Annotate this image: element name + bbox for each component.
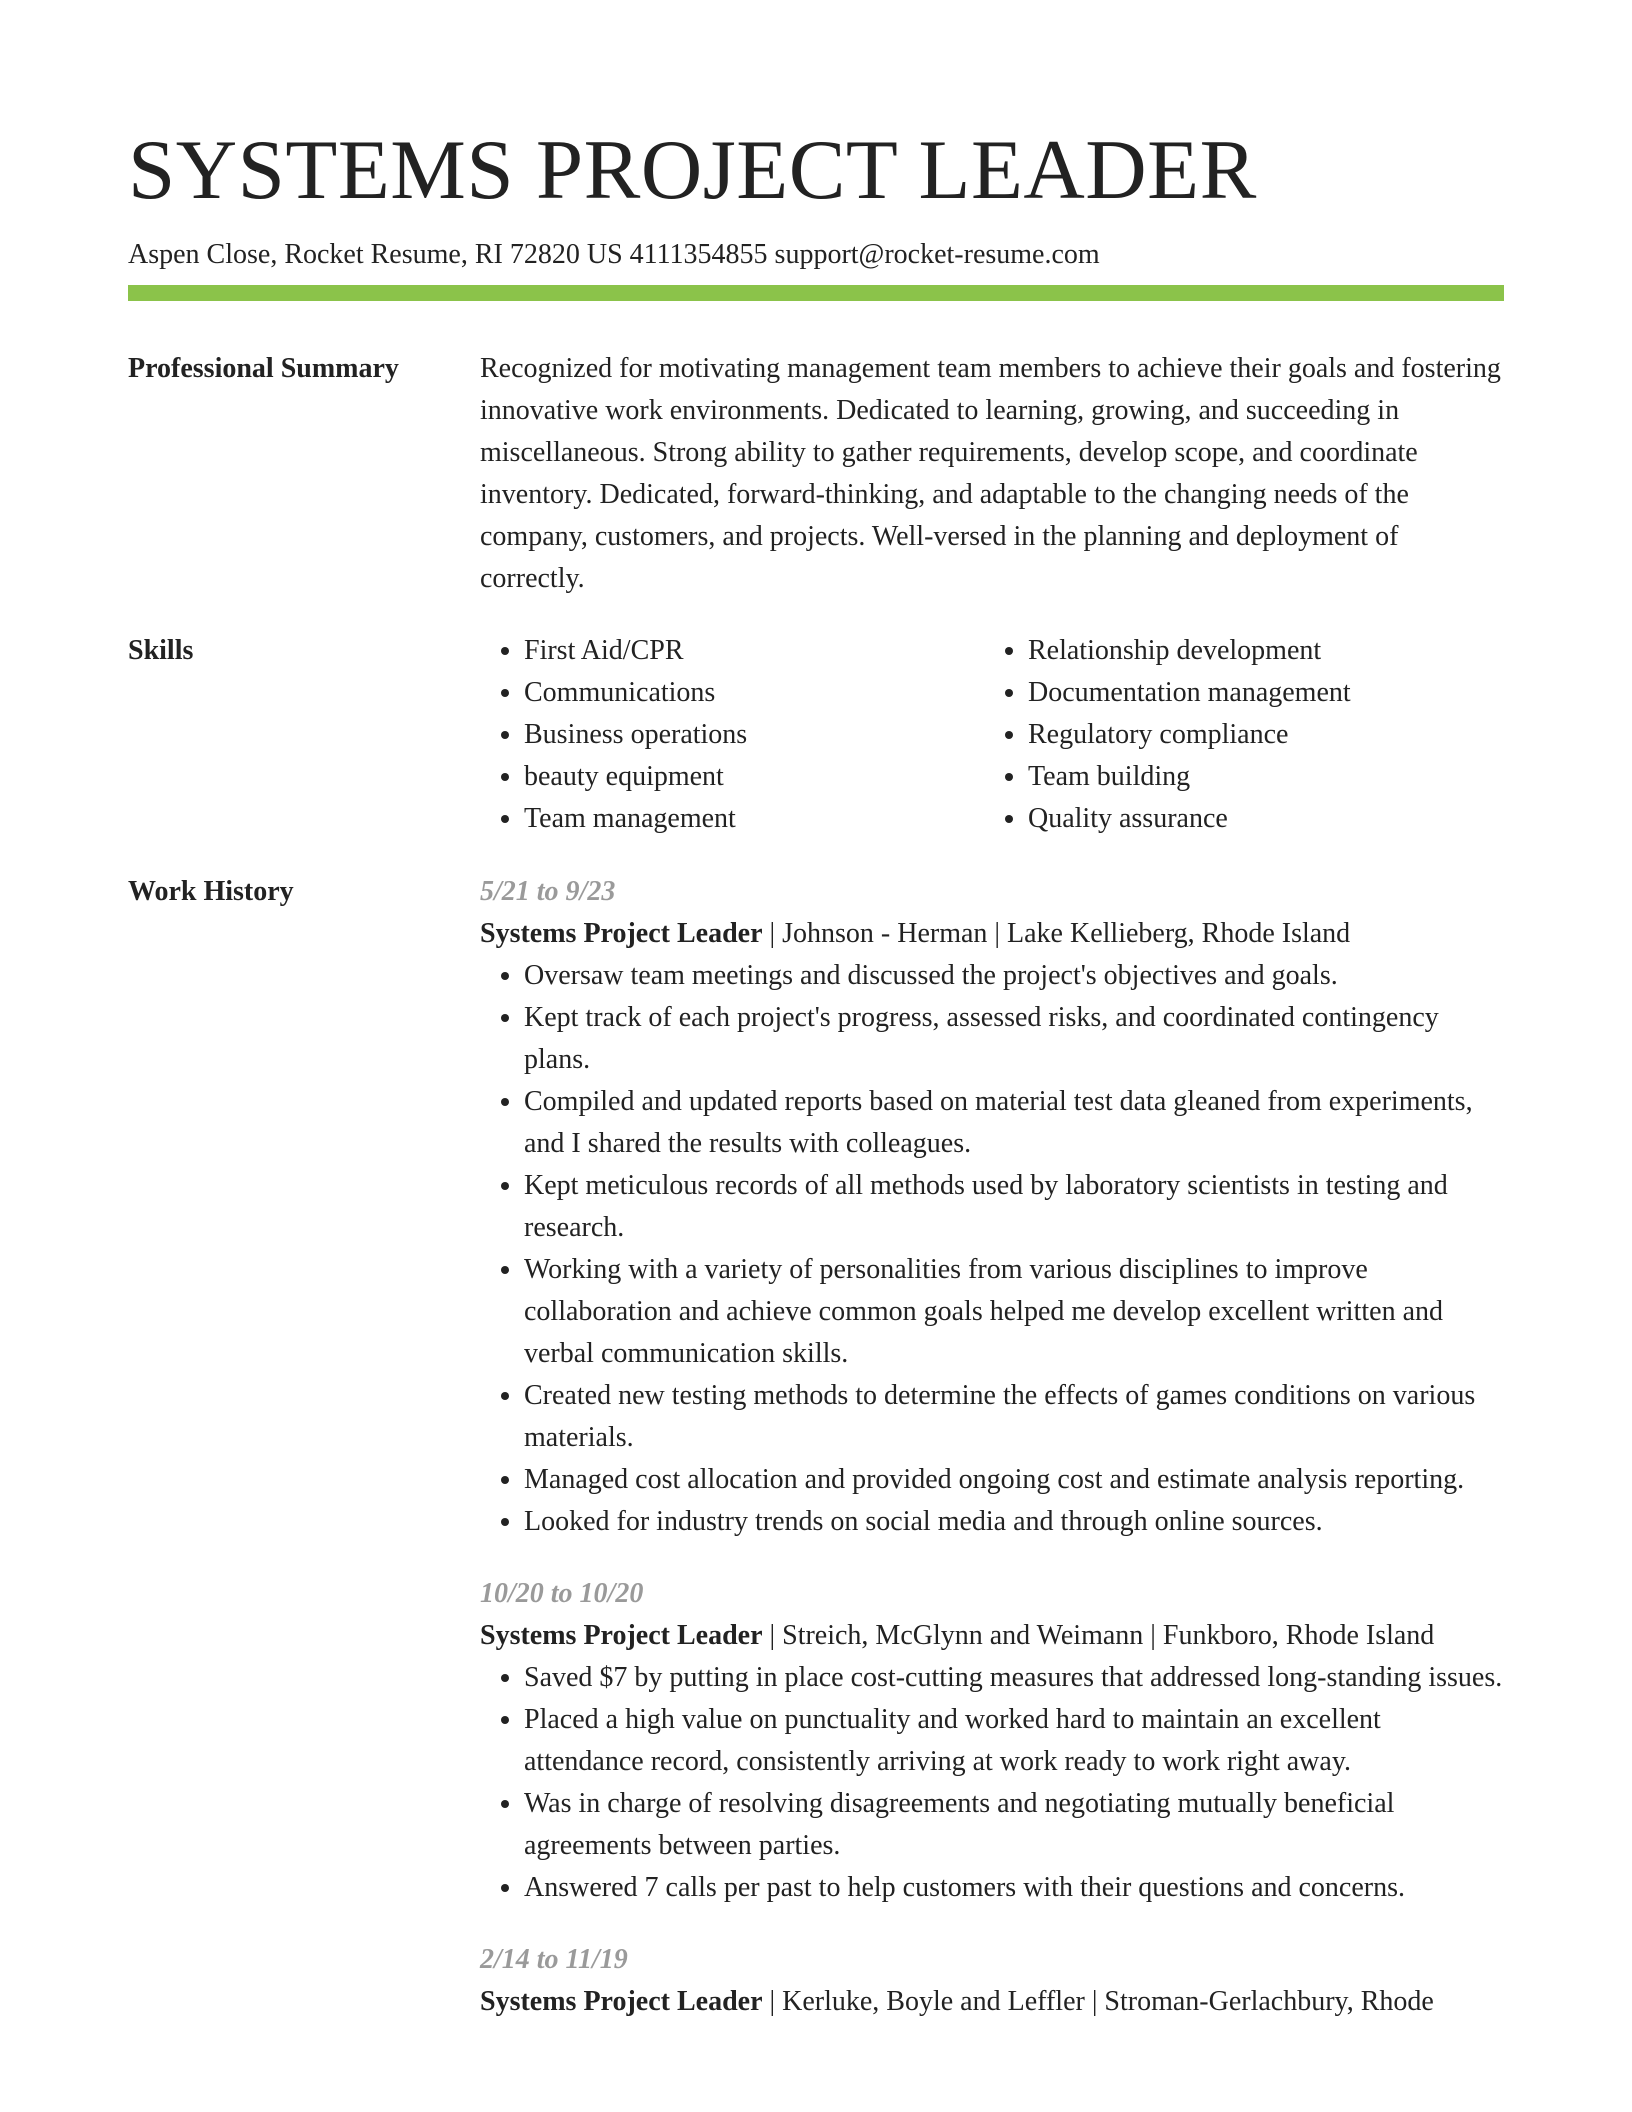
- section-title-work-history: Work History: [128, 876, 294, 907]
- skills-list-left: [480, 630, 984, 840]
- job-bullet: • Oversaw team meetings and discussed the project's objectives and goals.: [524, 955, 1504, 997]
- skill-item: • Communications: [524, 672, 984, 714]
- job-entry: [480, 1939, 1504, 2023]
- job-employer-location: | Kerluke, Boyle and Leffler | Stroman-Gerlachbury, Rhode: [762, 1986, 1434, 2017]
- accent-divider: [128, 285, 1504, 301]
- skills-body: [480, 630, 1504, 840]
- job-entry: [480, 1573, 1504, 1909]
- job-bullet: • Managed cost allocation and provided ongoing cost and estimate analysis reporting.: [524, 1459, 1504, 1501]
- job-bullet: • Kept track of each project's progress, assessed risks, and coordinated contingency plans.: [524, 997, 1504, 1081]
- summary-body: [480, 348, 1504, 600]
- job-dates: 5/21 to 9/23: [480, 876, 616, 907]
- job-dates: 2/14 to 11/19: [480, 1944, 628, 1975]
- skill-item: • First Aid/CPR: [524, 630, 984, 672]
- job-bullet: • Placed a high value on punctuality and worked hard to maintain an excellent attendance record, consistently arriving at work ready to work right away.: [524, 1699, 1504, 1783]
- job-bullet: • Looked for industry trends on social media and through online sources.: [524, 1501, 1504, 1543]
- job-bullet-list: [480, 1657, 1504, 1909]
- contact-line: Aspen Close, Rocket Resume, RI 72820 US 4111354855 support@rocket-resume.com: [128, 239, 1100, 270]
- skill-item: • Quality assurance: [1028, 798, 1488, 840]
- job-role: Systems Project Leader: [480, 1620, 763, 1651]
- job-heading: [480, 913, 1504, 955]
- job-bullet: • Answered 7 calls per past to help customers with their questions and concerns.: [524, 1867, 1504, 1909]
- work-history-body: [480, 871, 1504, 2053]
- candidate-title: SYSTEMS PROJECT LEADER: [128, 123, 1257, 217]
- job-bullet: • Compiled and updated reports based on material test data gleaned from experiments, and I shared the results with colleagues.: [524, 1081, 1504, 1165]
- skills-list-right: [984, 630, 1488, 840]
- skill-item: • Business operations: [524, 714, 984, 756]
- summary-text: Recognized for motivating management team members to achieve their goals and fostering innovative work environments. Dedicated to learning, growing, and succeeding in miscellaneous. Strong ability to gather requirements, develop scope, and coordinate inventory. Dedicated, forward-thinking, and adaptable to the changing needs of the company, customers, and projects. Well-versed in the planning and deployment of correctly.: [480, 353, 1501, 594]
- skills-columns: [480, 630, 1504, 840]
- job-bullet: • Saved $7 by putting in place cost-cutting measures that addressed long-standing issues.: [524, 1657, 1504, 1699]
- skill-item: • Documentation management: [1028, 672, 1488, 714]
- skill-item: • Team building: [1028, 756, 1488, 798]
- skill-item: • Relationship development: [1028, 630, 1488, 672]
- job-bullet: • Kept meticulous records of all methods used by laboratory scientists in testing and research.: [524, 1165, 1504, 1249]
- resume-header: [128, 118, 1504, 273]
- job-role: Systems Project Leader: [480, 918, 763, 949]
- skill-item: • Regulatory compliance: [1028, 714, 1488, 756]
- skill-item: • beauty equipment: [524, 756, 984, 798]
- skill-item: • Team management: [524, 798, 984, 840]
- job-heading: [480, 1981, 1504, 2023]
- job-role: Systems Project Leader: [480, 1986, 763, 2017]
- job-bullet-list: [480, 955, 1504, 1543]
- job-heading: [480, 1615, 1504, 1657]
- job-bullet: • Was in charge of resolving disagreements and negotiating mutually beneficial agreements between parties.: [524, 1783, 1504, 1867]
- job-entry: [480, 871, 1504, 1543]
- job-bullet: • Working with a variety of personalities from various disciplines to improve collaboration and achieve common goals helped me develop excellent written and verbal communication skills.: [524, 1249, 1504, 1375]
- job-employer-location: | Streich, McGlynn and Weimann | Funkboro, Rhode Island: [762, 1620, 1435, 1651]
- section-title-summary: Professional Summary: [128, 353, 399, 384]
- job-employer-location: | Johnson - Herman | Lake Kellieberg, Rhode Island: [762, 918, 1351, 949]
- job-dates: 10/20 to 10/20: [480, 1578, 644, 1609]
- section-title-skills: Skills: [128, 635, 194, 666]
- job-bullet: • Created new testing methods to determine the effects of games conditions on various materials.: [524, 1375, 1504, 1459]
